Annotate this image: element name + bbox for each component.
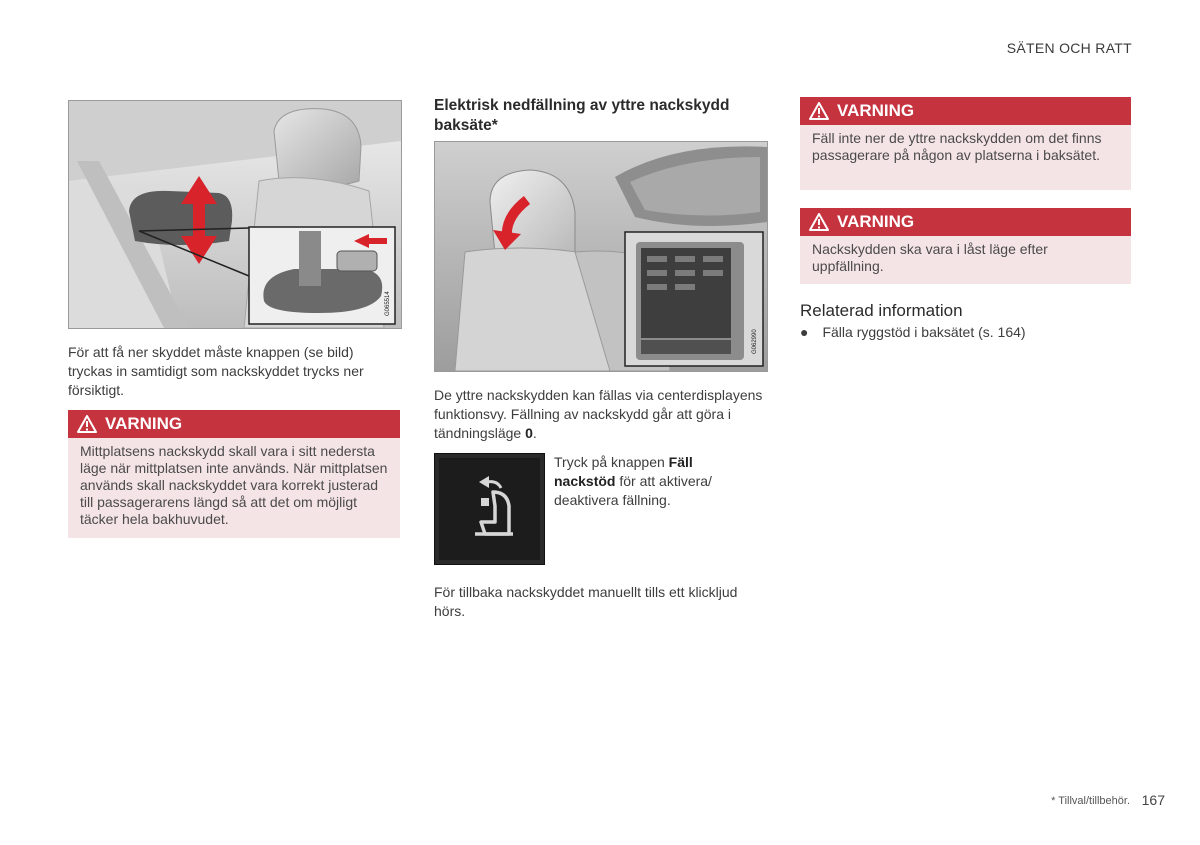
image-code: G065514 (385, 291, 391, 316)
warning-text-3: Nackskydden ska vara i låst läge efter uppfällning. (812, 241, 1048, 274)
warning-box-1 (68, 410, 400, 538)
image-code-2: G062990 (752, 329, 758, 354)
warning-title-3: VARNING (837, 212, 915, 231)
warning-title-2: VARNING (837, 101, 915, 120)
warning-triangle-icon (809, 102, 829, 120)
button-instruction: Tryck på knappen Fäll nackstöd för att aktivera/ deaktivera fällning. (554, 454, 712, 508)
warning-text-2: Fäll inte ner de yttre nackskydden om det finns passagerare på någon av platserna i baksätet. (812, 130, 1102, 163)
warning-header (68, 410, 400, 438)
related-link[interactable]: Fälla ryggstöd i baksätet (s. 164) (822, 324, 1026, 340)
fold-headrest-button-image (434, 453, 545, 565)
warning-triangle-icon (809, 213, 829, 231)
warning-box-3 (800, 208, 1131, 284)
warning-title: VARNING (105, 414, 183, 433)
section-title: SÄTEN OCH RATT (1006, 40, 1132, 56)
warning-triangle-icon (77, 415, 97, 433)
related-list-item[interactable] (800, 324, 1026, 340)
intro-paragraph: De yttre nackskydden kan fällas via centerdisplayens funktionsvy. Fällning av nackskydd går att göra i tändningsläge 0. (434, 387, 763, 441)
bullet-icon: ● (800, 324, 809, 340)
caption-text: För att få ner skyddet måste knappen (se bild) tryckas in samtidigt som nackskyddet trycks ner försiktigt. (68, 344, 364, 398)
headrest-button-image (68, 100, 402, 329)
footer-note: * Tillval/tillbehör. (1051, 795, 1130, 807)
fold-headrest-icon (435, 551, 544, 568)
section-heading: Elektrisk nedfällning av yttre nackskydd baksäte* (434, 97, 730, 134)
warning-text: Mittplatsens nackskydd skall vara i sitt nedersta läge när mittplatsen inte används. När mittplatsen används skall nackskyddet vara korrekt justerad till passagerarens längd så att det om möjligt täcker hela bakhuvudet. (80, 443, 388, 527)
warning-box-2 (800, 97, 1131, 190)
manual-return-paragraph: För tillbaka nackskyddet manuellt tills ett klickljud hörs. (434, 584, 738, 619)
warning-header-3 (800, 208, 1131, 236)
warning-header-2 (800, 97, 1131, 125)
related-info-title: Relaterad information (800, 301, 963, 320)
rear-headrest-display-image (434, 141, 768, 372)
page-number: 167 (1141, 792, 1165, 808)
